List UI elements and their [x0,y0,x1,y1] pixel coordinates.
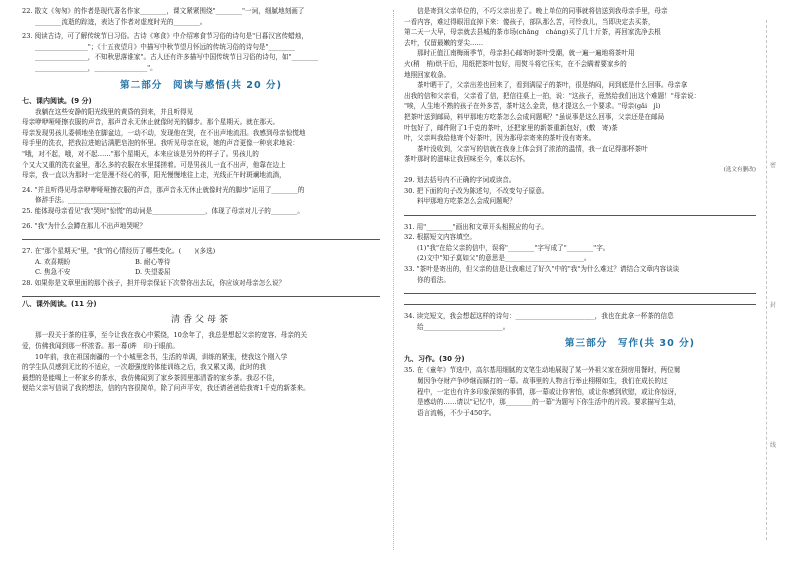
right-column [404,6,756,418]
q23-line-1: 23. 阅读古诗，可了解传统节日习俗。古诗《寒食》中介绍寒食节习俗的诗句是"日暮汉宫传蜡烛， [22,32,308,41]
passage2-cont-line: 火(稍 梢)烘干后，用纸把茶叶包好，用熨斗将它压实，在不会瞒着要家乡的 [404,59,627,68]
part-2-title: 第二部分 阅读与感悟(共 20 分) [120,79,282,91]
option-b[interactable]: B. 耐心等待 [135,257,171,266]
q22-line-1: 22. 散文《匆匆》的作者是现代著名作家________，课文紧紧围绕"________"一词，细腻地刻画了 [22,7,305,15]
source-note: (选文有删改) [723,166,756,173]
q27-options-row-2 [22,267,380,278]
answer-line[interactable] [404,296,756,305]
q35-line: 程中，一定也有许多印象深刻的事情，那一幕或让你害怕，或让你感到欣慰，或让你惊讶， [417,387,681,396]
passage2-end-line: 茶叶那时的滋味让我回味至今，难以忘怀。 [404,155,530,164]
q30-sentence: 料甲那地方吃茶怎么会成问题呢？ [417,197,516,206]
binding-label-close: 封 [770,302,777,309]
q35-line: 35. 在《童年》节选中，高尔基用细腻的文笔生动地展现了某一外祖父家在厨房用餐时，两位舅 [404,366,681,375]
option-d[interactable]: D. 失望委屈 [135,268,171,277]
q23-line-2: ________________"；《十五夜望月》中描写中秋节望月怀远的传统习俗的诗句是"________ [35,42,295,51]
passage2-line: 便给父亲写信说了我的想法，信的内容很简单，除了问声平安，我还请爸爸给我寄1千克的新茶来。 [22,384,310,393]
q35-line: 舅因争夺财产争吵继而厮打的一幕。故事里的人物言行举止栩栩如生，我们在成长的过 [417,377,668,386]
q32: 32. 根据短文内容填空。 [404,233,476,242]
passage2-cont-line: 信是寄到父亲单位的，不巧父亲出差了。晚上单位的同事就将信送到我母亲手里，母亲 [417,7,668,15]
passage1-line: 母亲，我一直以为那时一定是漫不经心的事，阳光慢慢地往上走，光线正午时斑斓地流淌， [22,171,286,180]
q23-line-4: ________________，________________"。 [35,63,157,72]
q35-line: 语言流畅，不少于450字。 [417,408,496,417]
passage2-cont-line: 一看内容，难过得眼泪直掉下来：傻孩子，部队那么苦，可怜我儿，当即决定去买茶， [404,17,655,26]
passage1-line: 我躺在这些安静的阳光线里的黄昏的到来，并且听得见 [35,107,194,116]
part-3-title: 第三部分 写作(共 30 分) [564,338,696,350]
passage2-cont2-line: 茶叶晒干了，父亲出差也回来了，看到满屋子的茶叶，很是纳闷，问到底是什么回事。母亲拿 [417,81,688,90]
q34: 34. 读完短文，我会想起这样的诗句：________________________，我也在此拿一杯茶的信息 [404,312,674,321]
answer-line[interactable] [404,207,756,216]
passage2-cont2-line: 把茶叶送到邮局，料甲那地方吃茶怎么会成问题呢？"虽说事是这么回事，父亲还是在邮局 [404,112,665,121]
q30: 30. 把下面的句子改为陈述句，不改变句子原意。 [404,186,549,195]
q26: 26. "我"为什么会蹲在那儿不出声地哭呢？ [22,221,147,230]
q32-2: (2)文中"知子莫如父"的意思是________________________。 [417,254,591,263]
article-title: 清香父母茶 [170,315,231,326]
q34-continued: 给________________________。 [417,322,510,331]
q25: 25. 能体现母亲看见"我"哭时"惊慌"的动词是________________，体现了母亲对儿子的________。 [22,206,304,215]
passage2-cont2-line: "唉，人生地不熟的孩子在外多苦，茶叶这么金贵，他才提这么一个要求。"母亲(gǎi jì) [404,102,661,111]
answer-line[interactable] [22,231,380,240]
q24: 24. "并且听得见母亲咿咿哑哑擦衣服的声音，那声音永无休止就像时光的脚步"运用了________的 [22,185,305,194]
passage2-cont2-line: 叶，父亲叫我给他寄个好茶叶，因为那母亲寄来的茶叶没有寄来。 [404,134,596,143]
passage2-line: 爱，仿佛我闻到那一杯浓香。那一幕(眸 印)于眼前。 [22,342,179,351]
passage2-line: 10年前，我在祖国南疆的一个小城里念书，生活的单调，训练的紧张，使我这个刚入学 [35,352,288,361]
passage1-line: "哦，对不起，哦，对不起……"那个星期天，本来应该是另外的样子了。男孩儿的 [22,149,259,158]
passage2-cont-line: 地照回家收条。 [404,70,451,79]
passage2-cont2-line: 叶包好了，邮件附了1千克的茶叶，还把家里的新茶重新包好，(敷 寄)茶 [404,123,618,132]
left-column [22,6,380,394]
q24-continued: 修辞手法。________________ [35,196,121,205]
passage2-cont-line: 去叶，仅留最嫩的芽尖…… [404,38,484,47]
q23-line-3: ________________，不知秋思落谁家"。古人还有许多描写中国传统节日习俗的诗句，如"________ [35,53,319,62]
q33: 33. "茶叶是寄出的，但父亲的信是让我难过了好久"中的"我"为什么难过？请结合文章内容谈谈 [404,265,680,274]
section-8-heading: 八、课外阅读。(11 分) [22,300,97,309]
answer-line[interactable] [404,285,756,294]
option-a[interactable]: A. 欢喜期盼 [35,257,71,266]
column-divider [393,10,394,550]
passage1-line: 母手里的洗衣，把我拉进她沾满肥皂泡的怀里。我听见母亲在说，她的声音更像一种哀求地说： [22,139,299,148]
q31: 31. 用"________"画出和文章开头相照应的句子。 [404,222,548,231]
passage2-line: 最想的是能喝上一杯家乡的茶水，我仿佛闻到了家乡茶园里那清香的家乡茶。我忍不住， [22,373,280,382]
option-c[interactable]: C. 焦急不安 [35,268,71,277]
passage2-cont2-line: 出我的信和父亲看，父亲看了信，把信往桌上一拍，说："这孩子，竟然给我们出这个难题！"母亲说： [404,91,701,100]
section-9-heading: 九、习作。(30 分) [404,355,465,364]
binding-label-seal: 密 [770,162,777,169]
binding-label-line: 线 [770,442,777,449]
passage1-line: 母亲咿咿哑哑擦衣服的声音，那声音永无休止就像时光的脚步。那个星期天。就在那天。 [22,118,280,127]
binding-line [766,20,767,540]
passage2-cont-line: 那时正值江南梅雨季节，母亲担心邮寄时茶叶受潮，就一遍一遍地将茶叶用 [417,49,635,58]
q27: 27. 在"那个星期天"里，"我"的心情经历了哪些变化。( )(多选) [22,247,216,256]
passage2-cont-line: 第二天一大早，母亲就去县城的茶市场(chǎng cháng)买了几十斤茶，再回家洗净去根 [404,28,661,37]
q35-line: 是感动的……请以"记忆中，那________的一幕"为题写下你生活中的片段。要求描写生动， [417,398,681,407]
passage1-line: 个又大又重的洗衣盆里，那么多的衣服在水里揉搓着。可是男孩儿一直不出声，他靠在边上 [22,160,286,169]
answer-line[interactable] [22,288,380,297]
passage2-line: 那一段关于茶的往事，至今让我在我心中萦绕，10余年了，我总是想起父亲的宽容、母亲的关 [35,331,308,340]
q29: 29. 划去括号内不正确的字词或读音。 [404,175,516,184]
q22-line-2: ________流逝的踪迹，表达了作者对虚度时光的________。 [35,17,207,26]
q27-options-row-1 [22,257,380,268]
q32-1: (1)"我"在给父亲的信中，误将"________"字写成了"________"字。 [417,243,610,252]
q33-continued: 你的看法。 [417,275,450,284]
q28: 28. 如果你是文章里面的那个孩子，担并母亲保证下次带你出去玩，你应该对母亲怎么说？ [22,278,286,287]
section-7-heading: 七、课内阅读。(9 分) [22,96,92,105]
passage1-line: 母亲发现男孩儿委顿地坐在脚盆边，一动不动，发现他在哭，在不出声地流泪。我感到母亲惊慌地 [22,128,306,137]
passage2-end-line: 茶叶没收到，父亲写的信就在我身上体会到了浓浓的温情，我一直记得那杯茶叶 [417,144,648,153]
passage2-line: 的学生队员感到无比的不适应，一次超强度的体能训练之后，我又累又渴，此时的我 [22,363,266,372]
